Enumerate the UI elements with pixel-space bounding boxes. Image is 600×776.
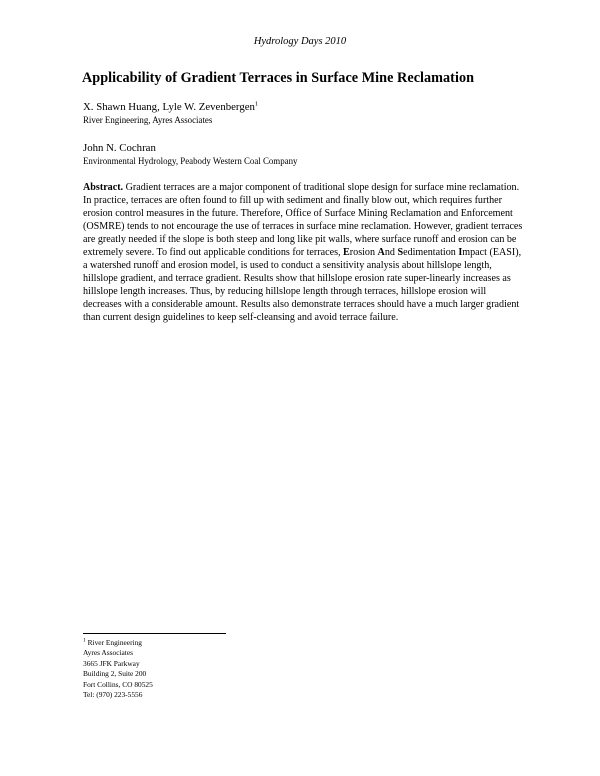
model-initial: A [377, 246, 385, 258]
footnote-marker: 1 [83, 637, 86, 644]
author-affiliation: River Engineering, Ayres Associates [83, 115, 213, 125]
model-name-part: nd [384, 246, 398, 258]
model-name-part: rosion [349, 246, 378, 258]
footnote-line: 3665 JFK Parkway [83, 658, 140, 668]
abstract-text-continued: (EASI), a watershed runoff and erosion model, is used to conduct a sensitivity analysis about hillslope length, hillslope gradient, and terrace gradient. Results show that hillslope erosion rate super-linearly increases as hillslope length increases. Thus, by reducing hillslope length through terraces, hillslope erosion will decreases with a considerable amount. Results also demonstrate terraces should have a much larger gradient than current design guidelines to keep self-cleansing and avoid terrace failure. [83, 246, 522, 323]
author-names [83, 100, 523, 114]
footnote-line: Fort Collins, CO 80525 [83, 679, 153, 689]
author-names: John N. Cochran [83, 142, 156, 154]
footnote-line: Building 2, Suite 200 [83, 669, 147, 679]
footnote-divider [83, 633, 226, 634]
abstract-text: Gradient terraces are a major component of traditional slope design for surface mine reclamation. In practice, terraces are often found to fill up with sediment and finally blow out, which requires further erosion control measures in the future. Therefore, Office of Surface Mining Reclamation and Enforcement (OSMRE) tends to not encourage the use of terraces in surface mine reclamation. However, gradient terraces are greatly needed if the slope is both steep and long like pit walls, where surface runoff and erosion can be extremely severe. To find out applicable conditions for terraces, [83, 182, 523, 258]
model-name-part: edimentation [403, 246, 459, 258]
model-initial: S [397, 246, 404, 258]
model-initial: E [343, 246, 350, 258]
footnote-line: Tel: (970) 223-5556 [83, 690, 143, 700]
paper-title: Applicability of Gradient Terraces in Surface Mine Reclamation [82, 70, 475, 86]
footnote-marker: 1 [254, 100, 259, 108]
abstract-label: Abstract. [83, 182, 124, 193]
footnote-text: River Engineering [87, 638, 142, 647]
footnote [83, 638, 283, 700]
author-block-2 [83, 141, 523, 167]
running-header: Hydrology Days 2010 [253, 36, 347, 47]
model-name-part: mpact [462, 246, 487, 258]
author-names-text: X. Shawn Huang, Lyle W. Zevenbergen [83, 101, 255, 113]
model-initial: I [458, 246, 463, 258]
author-block-1 [83, 100, 523, 126]
footnote-line [83, 638, 283, 648]
footnote-line: Ayres Associates [83, 648, 134, 658]
abstract [83, 182, 523, 324]
author-affiliation: Environmental Hydrology, Peabody Western Coal Company [83, 156, 298, 166]
